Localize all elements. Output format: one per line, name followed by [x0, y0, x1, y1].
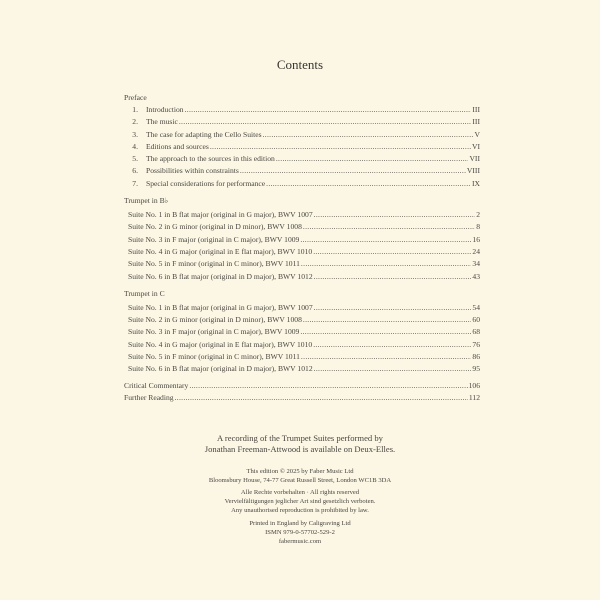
entry-title: Special considerations for performance: [146, 178, 266, 188]
imprint-line: This edition © 2025 by Faber Music Ltd: [246, 468, 354, 475]
entry-page-number: 43: [472, 271, 480, 281]
imprint-line: Bloomsbury House, 74-77 Great Russell Street, London WC1B 3DA: [208, 477, 392, 485]
entry-title: Suite No. 5 in F minor (original in C minor), BWV 1011: [128, 259, 300, 269]
entry-title: Suite No. 1 in B flat major (original in G major), BWV 1007: [128, 210, 313, 220]
entry-number: 1.: [132, 105, 138, 114]
toc-entry[interactable]: [124, 209, 480, 221]
entry-title: Suite No. 1 in B flat major (original in G major), BWV 1007: [128, 302, 313, 312]
entry-page-number: 60: [472, 315, 480, 325]
entry-title: Further Reading: [124, 392, 174, 402]
table-of-contents: [124, 91, 480, 404]
entry-title: Suite No. 3 in F major (original in C major), BWV 1009: [128, 327, 300, 337]
entry-page-number: 8: [476, 222, 480, 232]
entry-page-number: 112: [468, 392, 480, 402]
recording-line: Jonathan Freeman-Attwood is available on Deux-Elles.: [204, 443, 396, 454]
entry-number: 4.: [132, 141, 138, 151]
dot-leader: [300, 234, 471, 246]
dot-leader: [314, 302, 472, 314]
entry-page-number: 16: [472, 234, 480, 244]
dot-leader: [185, 104, 472, 116]
entry-number: 6.: [132, 166, 138, 176]
dot-leader: [179, 116, 472, 128]
entry-number: 7.: [132, 178, 138, 188]
toc-entry[interactable]: [124, 258, 480, 270]
trumpet-bb-list: [124, 209, 480, 283]
toc-entry[interactable]: [124, 339, 480, 351]
dot-leader: [314, 271, 472, 283]
extras-list: [124, 380, 480, 405]
dot-leader: [175, 392, 468, 404]
entry-title: Suite No. 4 in G major (original in E flat major), BWV 1010: [128, 246, 313, 256]
entry-number: 3.: [132, 129, 138, 139]
entry-title: Suite No. 4 in G major (original in E flat major), BWV 1010: [128, 339, 313, 349]
rights-line: Any unauthorised reproduction is prohibited by law.: [231, 507, 369, 515]
entry-title: Suite No. 6 in B flat major (original in D major), BWV 1012: [128, 364, 313, 374]
entry-page-number: IX: [471, 178, 480, 188]
entry-number: 5.: [132, 154, 138, 164]
entry-page-number: 76: [472, 339, 480, 349]
entry-title: Suite No. 2 in G minor (original in D minor), BWV 1008: [128, 222, 302, 232]
entry-title: Suite No. 6 in B flat major (original in D major), BWV 1012: [128, 271, 313, 281]
entry-page-number: 95: [472, 364, 480, 374]
entry-title: The case for adapting the Cello Suites: [146, 129, 262, 139]
dot-leader: [263, 129, 474, 141]
toc-entry[interactable]: [124, 141, 480, 153]
dot-leader: [303, 314, 472, 326]
dot-leader: [313, 339, 471, 351]
entry-page-number: VIII: [466, 166, 480, 176]
toc-entry[interactable]: [124, 178, 480, 190]
ismn-line: ISMN 979-0-57702-529-2: [265, 529, 335, 537]
dot-leader: [276, 153, 469, 165]
printing-info: [0, 519, 600, 547]
entry-page-number: VII: [469, 154, 480, 164]
recording-line: A recording of the Trumpet Suites performed by: [217, 433, 383, 443]
toc-entry[interactable]: [124, 104, 480, 116]
toc-entry[interactable]: [124, 326, 480, 338]
dot-leader: [314, 363, 472, 375]
dot-leader: [189, 380, 467, 392]
dot-leader: [314, 209, 476, 221]
toc-entry[interactable]: [124, 363, 480, 375]
toc-entry[interactable]: [124, 271, 480, 283]
website-line: fabermusic.com: [278, 538, 322, 546]
entry-page-number: 24: [472, 246, 480, 256]
preface-list: [124, 104, 480, 190]
entry-page-number: 54: [472, 302, 480, 312]
dot-leader: [313, 246, 471, 258]
toc-entry[interactable]: [124, 392, 480, 404]
entry-title: The music: [146, 117, 178, 127]
entry-page-number: III: [472, 117, 480, 127]
entry-title: Suite No. 3 in F major (original in C major), BWV 1009: [128, 234, 300, 244]
dot-leader: [240, 165, 466, 177]
toc-entry[interactable]: [124, 116, 480, 128]
section-heading-preface: Preface: [124, 93, 147, 102]
entry-number: 2.: [132, 117, 138, 127]
entry-page-number: V: [474, 129, 480, 139]
rights-line: Vervielfältigungen jeglicher Art sind gesetzlich verboten.: [224, 498, 376, 506]
entry-page-number: VI: [471, 141, 480, 151]
rights-line: Alle Rechte vorbehalten · All rights reserved: [240, 489, 360, 496]
entry-page-number: 2: [476, 210, 480, 220]
entry-title: Possibilities within constraints: [146, 166, 239, 176]
dot-leader: [300, 326, 471, 338]
dot-leader: [266, 178, 471, 190]
toc-entry[interactable]: [124, 234, 480, 246]
dot-leader: [301, 258, 471, 270]
entry-title: Introduction: [146, 105, 184, 114]
toc-entry[interactable]: [124, 129, 480, 141]
toc-entry[interactable]: [124, 302, 480, 314]
entry-page-number: 86: [472, 352, 480, 362]
recording-note: [0, 433, 600, 454]
rights-notice: [0, 488, 600, 516]
dot-leader: [301, 351, 471, 363]
entry-page-number: 106: [468, 380, 480, 390]
dot-leader: [303, 221, 475, 233]
dot-leader: [210, 141, 471, 153]
toc-entry[interactable]: [124, 351, 480, 363]
entry-page-number: 34: [472, 259, 480, 269]
section-heading-trumpet-c: Trumpet in C: [124, 288, 165, 298]
entry-title: The approach to the sources in this edition: [146, 154, 275, 164]
toc-entry[interactable]: [124, 380, 480, 392]
printer-line: Printed in England by Caligraving Ltd: [249, 520, 351, 527]
toc-entry[interactable]: [124, 153, 480, 165]
toc-entry[interactable]: [124, 221, 480, 233]
toc-entry[interactable]: [124, 165, 480, 177]
section-heading-trumpet-bb: Trumpet in B♭: [124, 196, 169, 206]
entry-title: Editions and sources: [146, 141, 209, 151]
toc-entry[interactable]: [124, 314, 480, 326]
entry-page-number: III: [472, 105, 480, 114]
trumpet-c-list: [124, 302, 480, 376]
page-title: Contents: [276, 57, 324, 72]
toc-entry[interactable]: [124, 246, 480, 258]
entry-title: Critical Commentary: [124, 380, 189, 390]
imprint: [0, 467, 600, 485]
entry-title: Suite No. 2 in G minor (original in D minor), BWV 1008: [128, 315, 302, 325]
entry-page-number: 68: [472, 327, 480, 337]
entry-title: Suite No. 5 in F minor (original in C minor), BWV 1011: [128, 352, 300, 362]
